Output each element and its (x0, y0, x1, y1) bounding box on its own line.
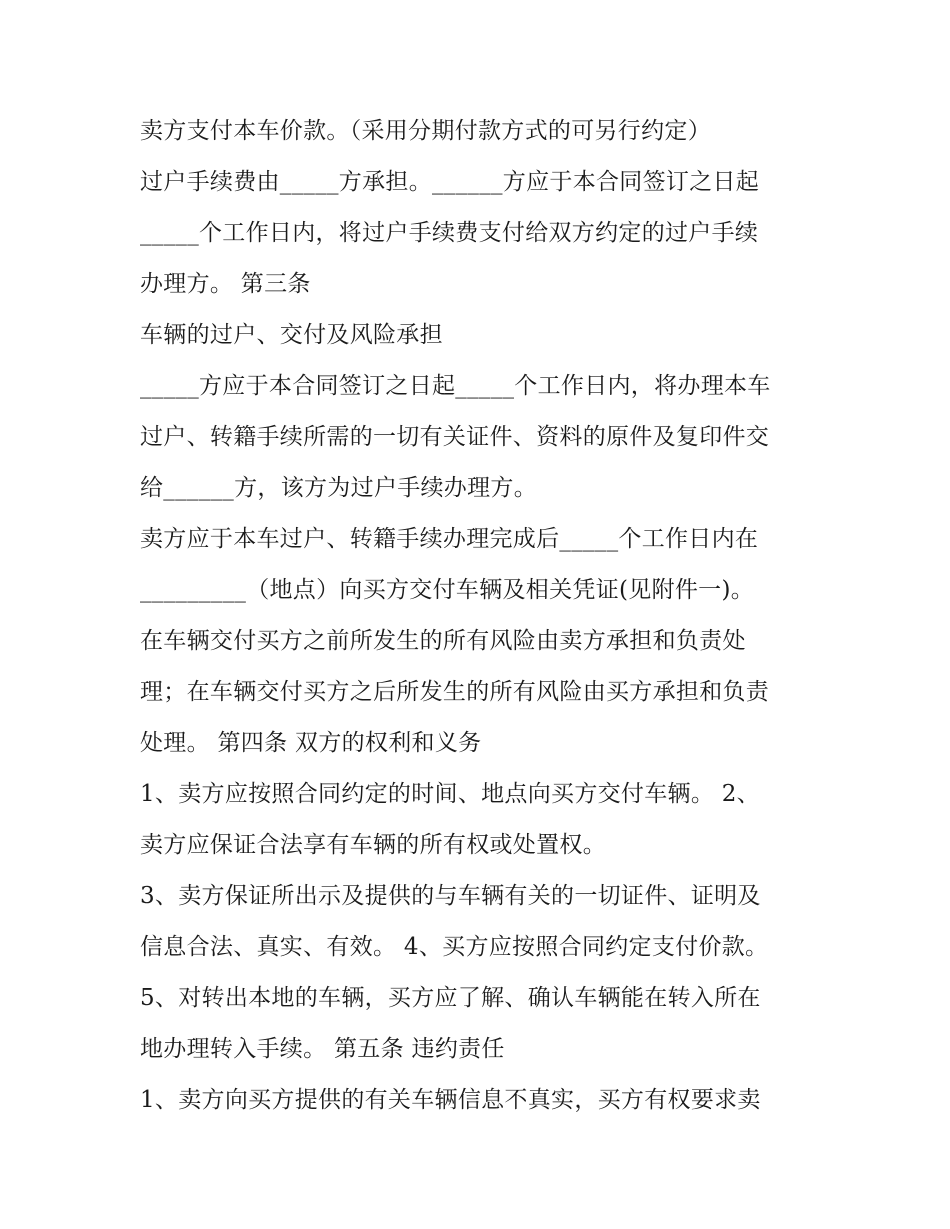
text-line: 过户、转籍手续所需的一切有关证件、资料的原件及复印件交 (140, 424, 770, 450)
text-line: 5、对转出本地的车辆，买方应了解、确认车辆能在转入所在 (140, 985, 761, 1011)
text-line: 信息合法、真实、有效。 4、买方应按照合同约定支付价款。 (140, 934, 769, 960)
text-line: 卖方应于本车过户、转籍手续办理完成后_____个工作日内在 (140, 526, 759, 552)
text-line: 理；在车辆交付买方之后所发生的所有风险由买方承担和负责 (140, 679, 770, 705)
text-line: 地办理转入手续。 第五条 违约责任 (140, 1036, 505, 1062)
text-line: 在车辆交付买方之前所发生的所有风险由卖方承担和负责处 (140, 628, 746, 654)
text-line: _____个工作日内，将过户手续费支付给双方约定的过户手续 (140, 220, 759, 246)
text-line: _____方应于本合同签订之日起_____个工作日内，将办理本车 (140, 373, 771, 399)
section-heading: 车辆的过户、交付及风险承担 (140, 322, 443, 348)
document-body (140, 106, 820, 1126)
text-line: 办理方。 第三条 (140, 271, 311, 297)
text-line: 过户手续费由_____方承担。______方应于本合同签订之日起 (140, 169, 760, 195)
text-line: 卖方支付本车价款。（采用分期付款方式的可另行约定） (140, 118, 711, 144)
text-line: 3、卖方保证所出示及提供的与车辆有关的一切证件、证明及 (140, 883, 761, 909)
text-line: 1、卖方向买方提供的有关车辆信息不真实，买方有权要求卖 (140, 1087, 761, 1113)
text-line: 给______方，该方为过户手续办理方。 (140, 475, 537, 501)
text-line: 处理。 第四条 双方的权利和义务 (140, 730, 482, 756)
text-line: 1、卖方应按照合同约定的时间、地点向买方交付车辆。 2、 (140, 781, 760, 807)
text-line: 卖方应保证合法享有车辆的所有权或处置权。 (140, 832, 606, 858)
text-line: _________（地点）向买方交付车辆及相关凭证(见附件一)。 (140, 577, 755, 603)
